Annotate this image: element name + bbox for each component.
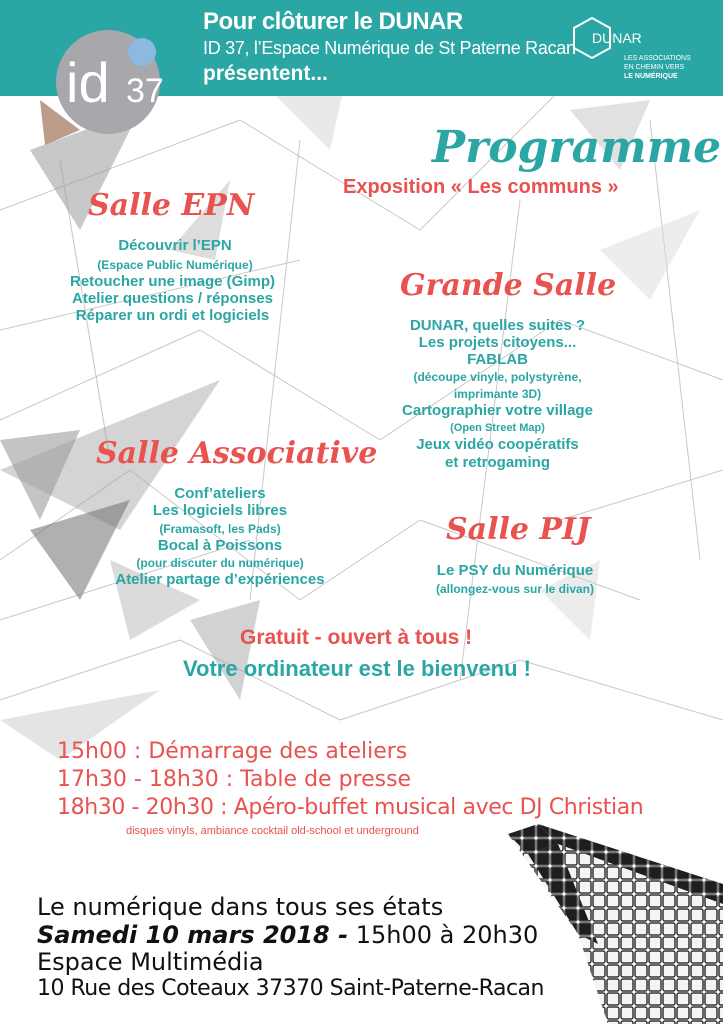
dunar-tagline-3: LE NUMÉRIQUE [624,73,678,80]
salle-associative-item-3: (Framasoft, les Pads) [159,522,281,536]
dunar-tagline-2: EN CHEMIN VERS [624,64,685,71]
salle-epn-item-4: Atelier questions / réponses [72,290,273,307]
salle-epn-item-3: Retoucher une image (Gimp) [69,273,276,290]
schedule-row-1: 15h00 : Démarrage des ateliers [57,739,408,764]
id37-logo [42,20,212,140]
footer-tagline: Le numérique dans tous ses états [37,893,444,921]
footer-date-line [37,921,538,949]
salle-associative-item-5: (pour discuter du numérique) [136,556,304,570]
header-subtitle: ID 37, l’Espace Numérique de St Paterne Racan [203,38,576,58]
grande-salle-item-5: imprimante 3D) [453,387,542,401]
schedule-row-3: 18h30 - 20h30 : Apéro-buffet musical avec DJ Christian [57,795,644,820]
id37-logo-id: id [66,51,110,114]
salle-associative-item-1: Conf’ateliers [174,485,266,502]
schedule-row-2: 17h30 - 18h30 : Table de presse [57,767,412,792]
header-title: Pour clôturer le DUNAR [203,8,463,35]
salle-associative-item-6: Atelier partage d’expériences [115,571,325,588]
dunar-tagline-1: LES ASSOCIATIONS [624,55,691,62]
grande-salle-item-4: (découpe vinyle, polystyrène, [413,370,582,384]
salle-epn-item-2: (Espace Public Numérique) [97,258,253,272]
footer-time: 15h00 à 20h30 [348,921,539,949]
footer-venue: Espace Multimédia [37,948,264,976]
salle-epn-item-1: Découvrir l’EPN [118,237,232,254]
programme-subtitle: Exposition « Les communs » [343,176,619,198]
footer-address: 10 Rue des Coteaux 37370 Saint-Paterne-Racan [37,976,544,1001]
footer-date: Samedi 10 mars 2018 - [37,921,349,949]
info-gratuit: Gratuit - ouvert à tous ! [240,626,473,649]
grande-salle-item-6: Cartographier votre village [402,402,593,419]
grande-salle-title: Grande Salle [400,268,617,303]
grande-salle-item-1: DUNAR, quelles suites ? [409,317,586,334]
header-presentent: présentent... [203,62,328,85]
id37-logo-num: 37 [126,72,164,110]
salle-pij-item-1: Le PSY du Numérique [436,562,594,579]
grande-salle-item-2: Les projets citoyens... [418,334,577,351]
grande-salle-item-3: FABLAB [467,351,528,368]
salle-associative-item-4: Bocal à Poissons [157,537,283,554]
grande-salle-item-7: (Open Street Map) [450,422,545,434]
salle-associative-item-2: Les logiciels libres [152,502,288,519]
grande-salle-item-8: Jeux vidéo coopératifs [416,436,579,453]
dunar-logo-text: DUNAR [592,30,642,46]
dunar-logo [568,10,718,90]
info-ordinateur: Votre ordinateur est le bienvenu ! [183,656,531,681]
salle-epn-title: Salle EPN [88,188,255,223]
salle-associative-title: Salle Associative [96,436,378,471]
salle-epn-item-5: Réparer un ordi et logiciels [75,307,270,324]
salle-pij-title: Salle PIJ [446,512,591,547]
schedule-note: disques vinyls, ambiance cocktail old-school et underground [126,825,419,837]
programme-title: Programme [432,122,722,173]
salle-pij-item-2: (allongez-vous sur le divan) [435,582,595,596]
grande-salle-item-9: et retrogaming [444,454,550,471]
